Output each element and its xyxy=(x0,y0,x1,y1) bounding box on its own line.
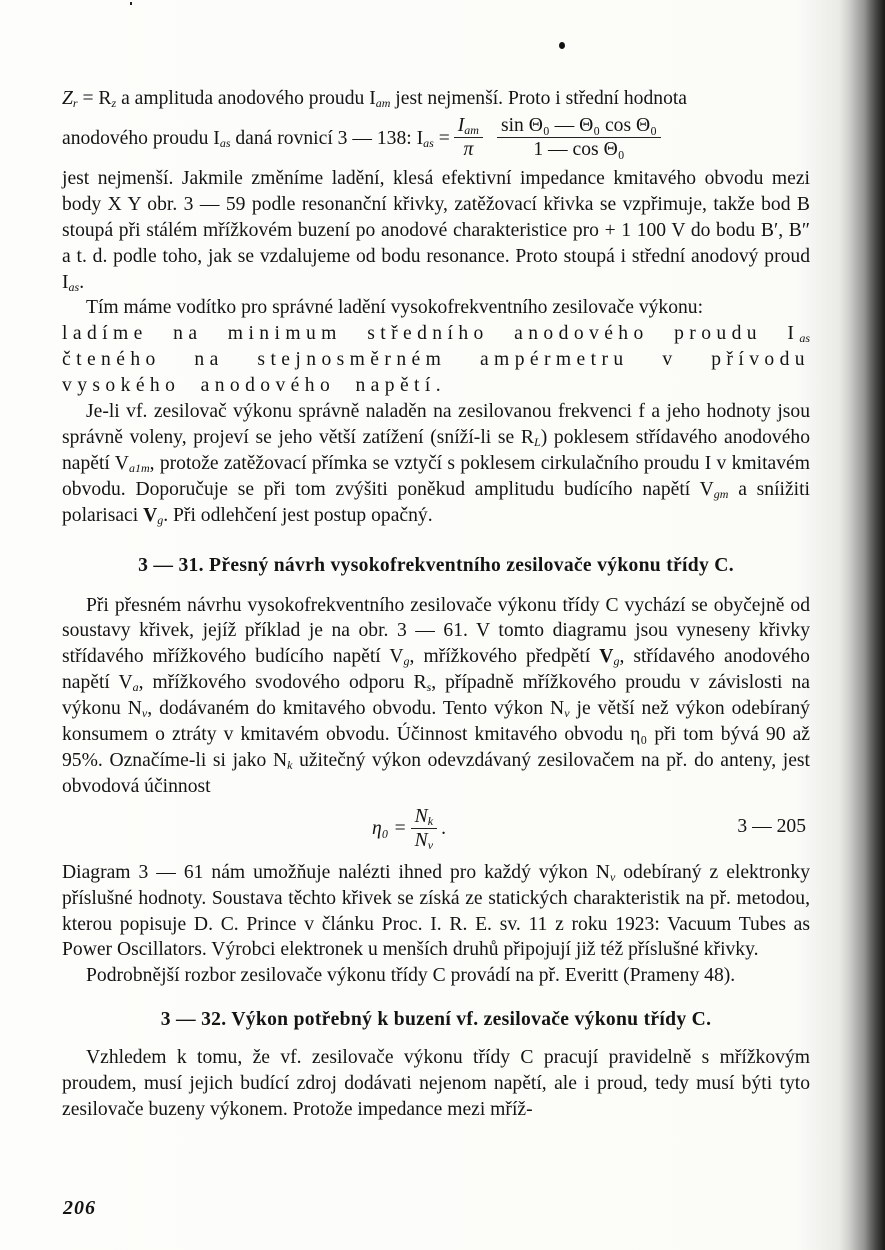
equation-3-205 xyxy=(62,800,810,860)
paragraph-7: Vzhledem k tomu, že vf. zesilovače výkonu třídy C pracují pravidelně s mřížkovým proudem, musí jejich budící zdroj dodávati nejenom napětí, ale i proud, tedy musí býti tyto zesilovače buzeny výkonem. Protože impedance mezi mříž- xyxy=(62,1047,810,1120)
fraction-sin-theta: $\frac{\text{sin Θ₀ — Θ₀ cos Θ₀}}{\text{1 — cos Θ₀}}$ xyxy=(497,115,661,162)
section-heading-3-32: 3 — 32. Výkon potřebný k buzení vf. zesilovače výkonu třídy C. xyxy=(160,1009,712,1031)
section-heading-3-31: 3 — 31. Přesný návrh vysokofrekventního zesilovače výkonu třídy C. xyxy=(138,554,734,576)
paragraph-1-line-1: $Z_r = R_z$ a amplituda anodového proudu $I_{am}$ jest nejmenší. Proto i střední hodnota xyxy=(62,88,688,110)
page-number: 206 xyxy=(63,1197,96,1219)
paragraph-3: Je-li vf. zesilovač výkonu správně naladěn na zesilovanou frekvenci f a jeho hodnoty jsou správně voleny, projeví se jeho větší zatížení (sníží-li se $R_L$) poklesem střídavého anodového napětí $V_{a1m}$, protože zatěžovací přímka se vztyčí s poklesem cirkulačního proudu I v kmitavém obvodu. Doporučuje se při tom zvýšiti poněkud amplitudu budícího napětí $V_{gm}$ a sníižiti polarisaci $V_g$. Při odlehčení jest postup opačný. xyxy=(62,401,810,527)
spaced-emphasis-line-1: ladíme na minimum středního anodového proudu $I_{as}$ xyxy=(62,323,810,346)
fraction-nk-over-nv: $\frac{N_k}{N_v}$ xyxy=(411,806,437,853)
equation-body: η₀ = $\frac{N_k}{N_v}$ . xyxy=(372,805,446,852)
paragraph-4: Při přesném návrhu vysokofrekventního zesilovače výkonu třídy C vychází se obyčejně od soustavy křivek, jejíž příklad je na obr. 3 — 61. V tomto diagramu jsou vyneseny křivky střídavého mřížkového budícího napětí $V_g$, mřížkového předpětí $V_g$, střídavého anodového napětí $V_a$, mřížkového svodového odporu $R_s$, případně mřížkového proudu v závislosti na výkonu $N_v$, dodávaném do kmitavého obvodu. Tento výkon $N_v$ je větší než výkon odebíraný konsumem o ztráty v kmitavém obvodu. Účinnost kmitavého obvodu η₀ při tom bývá 90 až 95%. Označíme-li si jako $N_k$ užitečný výkon odevzdávaný zesilovačem na př. do anteny, jest obvodová účinnost xyxy=(62,594,810,797)
formula-prefix: anodového proudu $I_{as}$ daná rovnicí 3 — 138: $I_{as}$ = xyxy=(62,127,450,150)
ink-speck xyxy=(559,42,565,49)
paragraph-2-intro: Tím máme vodítko pro správné ladění vysokofrekventního zesilovače výkonu: xyxy=(86,297,704,319)
paragraph-1-rest: jest nejmenší. Jakmile změníme ladění, klesá efektivní impedance kmitavého obvodu mezi body X Y obr. 3 — 59 podle resonanční křivky, zatěžovací křivka se vzpřimuje, takže bod B stoupá při stálém mřížkovém buzení po anodové charakteristice pro + 1 100 V do bodu B′, B″ a t. d. podle toho, jak se vzdalujeme od bodu resonance. Proto stoupá i střední anodový proud $I_{as}$. xyxy=(62,167,810,294)
paragraph-5: Diagram 3 — 61 nám umožňuje nalézti ihned pro každý výkon $N_v$ odebíraný z elektronky příslušné hodnoty. Soustava těchto křivek se získá ze statických charakteristik na př. metodou, kterou popisuje D. C. Prince v článku Proc. I. R. E. sv. 11 z roku 1923: Vacuum Tubes as Power Oscillators. Výrobci elektronek u menších druhů připojují již též příslušné křivky. xyxy=(62,861,811,961)
ink-speck xyxy=(130,2,132,5)
formula-line xyxy=(62,112,810,166)
spaced-emphasis-line-2: čteného na stejnosměrném ampérmetru v přívodu xyxy=(62,349,810,371)
paragraph-6: Podrobnější rozbor zesilovače výkonu třídy C provádí na př. Everitt (Prameny 48). xyxy=(86,965,736,987)
binding-shadow xyxy=(839,0,885,1250)
equation-number: 3 — 205 xyxy=(737,815,806,837)
fraction-iam-over-pi: $\frac{I_{am}}{\pi}$ xyxy=(454,115,483,162)
spaced-emphasis-line-3: vysokého anodového napětí. xyxy=(62,375,447,397)
page-body xyxy=(62,86,810,1123)
